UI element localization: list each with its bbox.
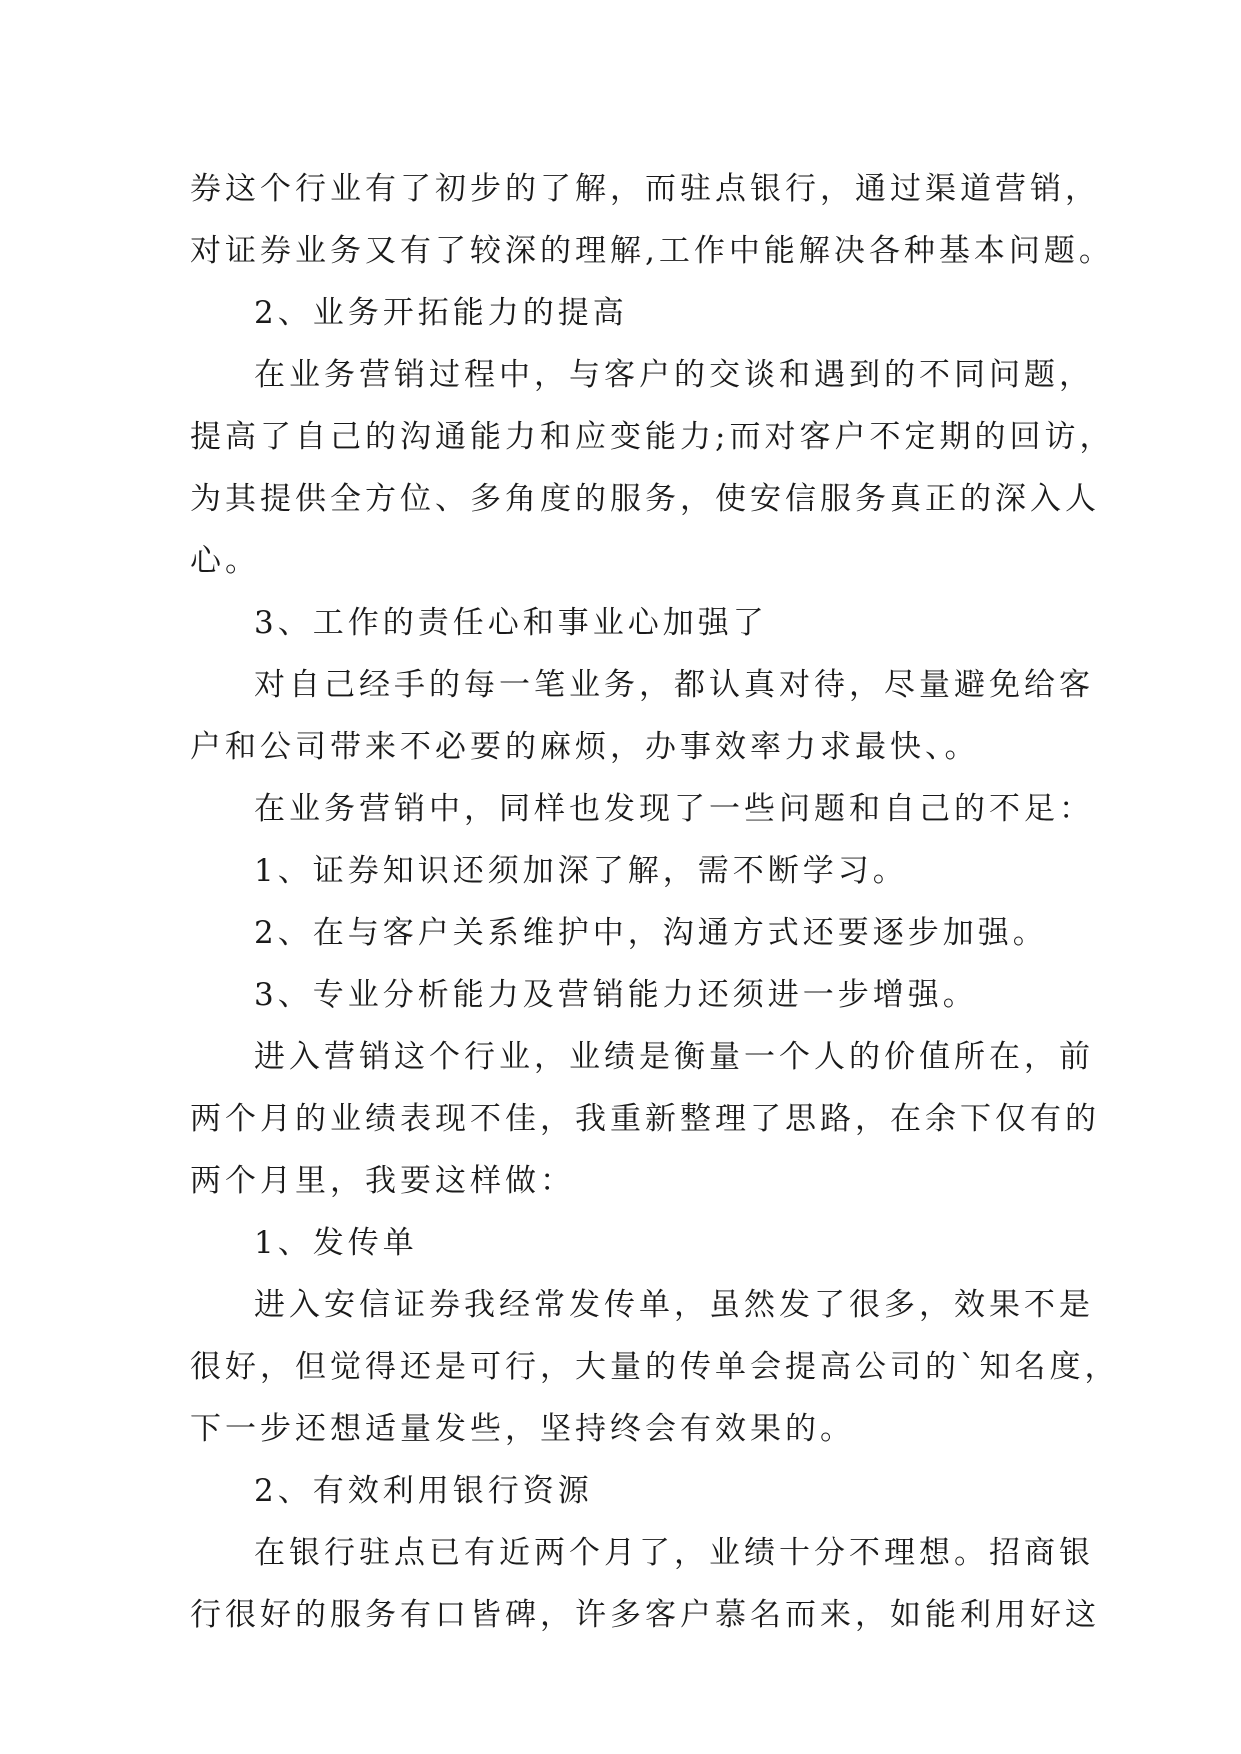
- paragraph-line: 券这个行业有了初步的了解，而驻点银行，通过渠道营销，: [190, 171, 1100, 207]
- body-text: [190, 158, 1120, 1646]
- paragraph-line: 很好，但觉得还是可行，大量的传单会提高公司的`知名度，: [190, 1349, 1120, 1385]
- paragraph-line: 户和公司带来不必要的麻烦，办事效率力求最快、。: [190, 729, 980, 765]
- list-item: 2、在与客户关系维护中，沟通方式还要逐步加强。: [254, 915, 1048, 951]
- section-heading: 2、有效利用银行资源: [254, 1473, 593, 1509]
- section-heading: 1、发传单: [254, 1225, 418, 1261]
- paragraph-line: 行很好的服务有口皆碑，许多客户慕名而来，如能利用好这: [190, 1597, 1100, 1633]
- section-heading: 2、业务开拓能力的提高: [254, 295, 628, 331]
- paragraph-line: 对自己经手的每一笔业务，都认真对待，尽量避免给客: [254, 667, 1094, 703]
- paragraph-line: 在业务营销中，同样也发现了一些问题和自己的不足：: [254, 791, 1094, 827]
- paragraph-line: 心。: [190, 543, 260, 579]
- paragraph-line: 两个月里，我要这样做：: [190, 1163, 575, 1199]
- paragraph-line: 对证券业务又有了较深的理解,工作中能解决各种基本问题。: [190, 233, 1114, 269]
- paragraph-line: 两个月的业绩表现不佳，我重新整理了思路，在余下仅有的: [190, 1101, 1100, 1137]
- list-item: 3、专业分析能力及营销能力还须进一步增强。: [254, 977, 978, 1013]
- paragraph-line: 进入安信证券我经常发传单，虽然发了很多，效果不是: [254, 1287, 1094, 1323]
- list-item: 1、证券知识还须加深了解，需不断学习。: [254, 853, 908, 889]
- paragraph-line: 为其提供全方位、多角度的服务，使安信服务真正的深入人: [190, 481, 1100, 517]
- section-heading: 3、工作的责任心和事业心加强了: [254, 605, 768, 641]
- paragraph-line: 在业务营销过程中，与客户的交谈和遇到的不同问题，: [254, 357, 1094, 393]
- paragraph-line: 下一步还想适量发些，坚持终会有效果的。: [190, 1411, 855, 1447]
- paragraph-line: 在银行驻点已有近两个月了，业绩十分不理想。招商银: [254, 1535, 1094, 1571]
- paragraph-line: 进入营销这个行业，业绩是衡量一个人的价值所在，前: [254, 1039, 1094, 1075]
- paragraph-line: 提高了自己的沟通能力和应变能力;而对客户不定期的回访，: [190, 419, 1115, 455]
